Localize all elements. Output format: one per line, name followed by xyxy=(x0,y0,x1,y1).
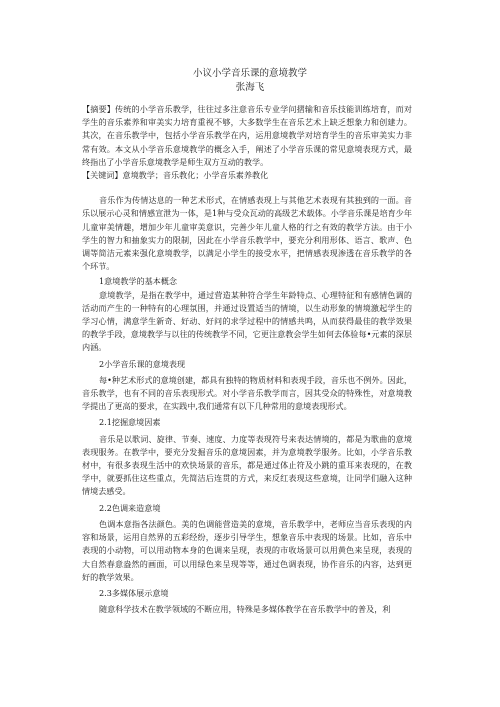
section-2-paragraph: 每•种艺术形式的意境创建，都具有独特的物质材料和表现手段，音乐也不例外。因此，音乐教学，也有不同的音乐表现形式。对小学音乐教学而言，因其受众的特殊性，对意境教学提出了更高的要求，在实践中,我们通常有以下几种常用的意境表现形式。 xyxy=(82,374,412,412)
document-author: 张海飞 xyxy=(235,82,265,93)
document-title: 小议小学音乐课的意境教学 xyxy=(192,68,307,79)
section-1-paragraph: 意境教学，是指在教学中，通过营造某种符合学生年龄特点、心理特征和有感情色调的活动而产生的一种特有的心理氛围，并通过设置适当的情境，以生动形象的情境激起学生的学习心情，满意学生新奇、好动、好问的求学过程中的情感共鸣，从而获得最佳的教学效果的教学手段，意境教学与以往的传统教学不同，它更注意教会学生如何去体验每•元素的深层内涵。 xyxy=(82,289,412,353)
document-body xyxy=(82,103,412,616)
section-2-3-paragraph: 随意科学技术在教学领域的不断应用，特殊是多媒体教学在音乐教学中的普及，利 xyxy=(99,604,391,615)
section-heading-2-1: 2.1挖掘意境因素 xyxy=(99,417,161,428)
section-heading-2-2: 2.2色调来造意境 xyxy=(99,502,161,513)
intro-paragraph: 音乐作为传情达息的一种艺术形式，在情感表现上与其他艺术表现有其独到的一面。音乐以展示心灵和情感宣泄为一体，是1种与受众瓦动的高级艺术载体。小学音乐课是培育少年儿童审美情趣，增加少年儿童审美意识，完善少年儿童人格的行之有效的教学方法。由于小学生的智力和抽象实力的限制，因此在小学音乐教学中，要充分利用形体、语言、歌声、色调等简洁元素来强化意境教学，以满足小学生的接受水平，把情感表现渗透在音乐教学的各个环节。 xyxy=(82,195,412,272)
section-heading-2-3: 2.3多媒体展示意境 xyxy=(99,587,169,598)
section-2-2-paragraph: 色调本意指各法颜色。美的色调能营造美的意境，音乐教学中，老师应当音乐表现的内容和场景，运用自然界的五彩经纷，逐步引导学生，想象音乐中表现的场景。比如，音乐中表现的小动物，可以用动物本身的色调来呈现，表现的市收场景可以用黄色来呈现，表现的大自然春意盎然的画面，可以用绿色来呈现等等，通过色调表现，协作音乐的内容，达到更好的教学效果。 xyxy=(82,518,412,582)
abstract-section xyxy=(82,103,412,182)
keywords-label: 【关键词】 xyxy=(82,170,123,181)
keywords-text: 意境教学；音乐教化；小学音乐素养教化 xyxy=(122,170,269,181)
keywords-paragraph xyxy=(82,169,412,182)
abstract-paragraph xyxy=(82,103,412,169)
section-heading-2: 2小学音乐课的意境表现 xyxy=(99,358,186,369)
abstract-label: 【摘要】 xyxy=(82,104,116,114)
abstract-text: 传统的小学音乐教学，往往过多注意音乐专业学问摺输和音乐技能训练培育，而对学生的音乐素养和审美实力培育重视不够，大多数学生在音乐艺术上缺乏想象力和创建力。其次，在音乐教学中，包括小学音乐教学在内，运用意境教学对培育学生的音乐审美实力非常有效。本文从小学音乐意境教学的概念入手，阐述了小学音乐课的常见意境表现方式，最终指出了小学音乐意境教学是师生双方互动的教学。 xyxy=(82,104,412,167)
section-heading-1: 1意境教学的基本概念 xyxy=(99,276,177,287)
section-2-1-paragraph: 音乐是以歌词、旋律、节奏、速度、力度等表现符号来表达情境的，都是为歌曲的意境表现服务。在教学中，要充分发掘音乐的意境因素，并为意境教学服务。比如，小学音乐教材中，有很多表现生活中的欢快场景的音乐，都是通过体止符及小跳的重耳来表现的，在教学中，就要抓住这些重点，先简洁后连贯的方式，来反红表现这些意境，让同学们融入这种情境去感受。 xyxy=(82,433,412,497)
